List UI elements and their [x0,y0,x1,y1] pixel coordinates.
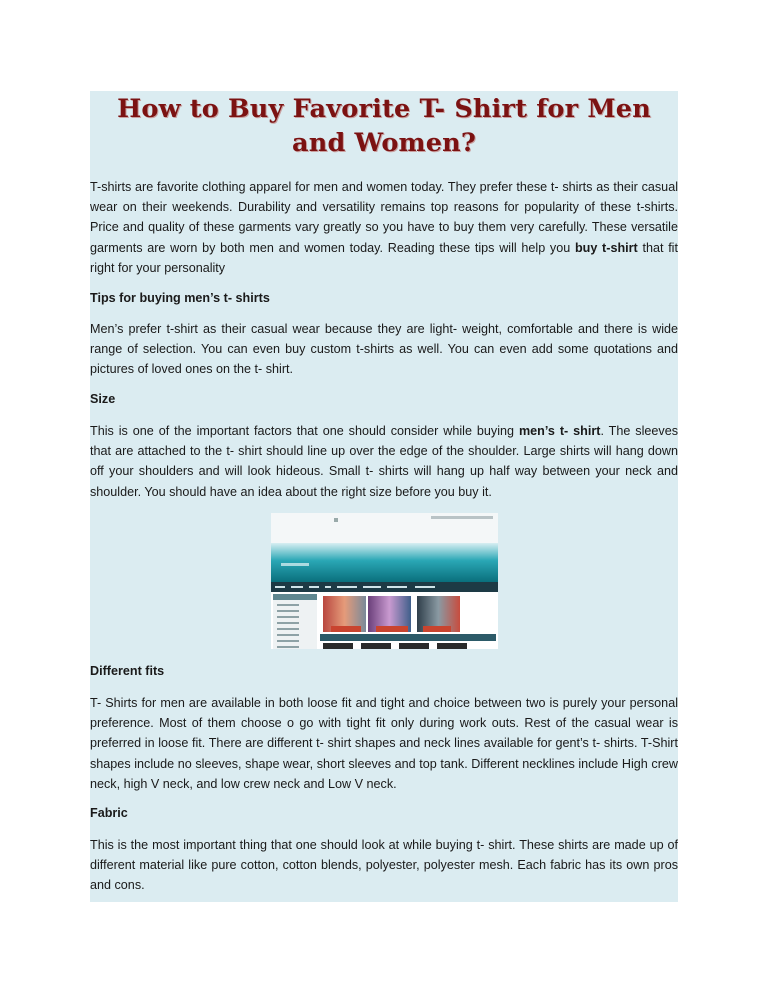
size-heading: Size [90,392,116,406]
intro-tail: that fit right for your personality [90,240,678,275]
fits-paragraph: T- Shirts for men are available in both loose fit and tight and choice between two is purely your personal preference. Most of them choose o go with tight fit only during work outs. Rest of the casual wear is preferred in loose fit. There are different t- shirt shapes and neck lines available for gent’s t- shirts. T-Shirt shapes include no sleeves, shape wear, short sleeves and top tank. Different necklines include High crew neck, high V neck, and low crew neck and Low V neck. [90,696,678,791]
tips-paragraph: Men’s prefer t-shirt as their casual wear because they are light- weight, comfortable and there is wide range of selection. You can even buy custom t-shirts as well. You can even add some quotations and pictures of loved ones on the t- shirt. [90,322,678,377]
fabric-paragraph: This is the most important thing that one should look at while buying t- shirt. These shirts are made up of different material like pure cotton, cotton blends, polyester, polyester mesh. Each fabric has its own pros and cons. [90,838,678,893]
fabric-heading: Fabric [90,806,128,820]
document-page [90,91,678,902]
intro-paragraph [90,177,678,278]
size-text: This is one of the important factors that one should consider while buying [90,424,519,438]
intro-text: T-shirts are favorite clothing apparel for men and women today. They prefer these t- shirts as their casual wear on their weekends. Durability and versatility remains top reasons for popularity of these t-shirts. Price and quality of these garments vary greatly so you have to buy them very carefully. These versatile garments are worn by both men and women today. Reading these tips will help you [90,180,678,255]
intro-bold-link: buy t-shirt [574,240,638,255]
tips-heading: Tips for buying men’s t- shirts [90,291,270,305]
page-title: How to Buy Favorite T- Shirt for Men and Women? [117,94,651,158]
fits-heading: Different fits [90,664,165,678]
size-bold-link: men’s t- shirt [518,424,601,438]
website-screenshot-image [271,513,498,649]
size-paragraph [90,421,678,502]
size-tail: . The sleeves that are attached to the t- shirt should line up over the edge of the shoulder. Large shirts will hang down off your shoulders and will look hideous. Small t- shirts will hang up half way between your neck and shoulder. You should have an idea about the right size before you buy it. [90,424,679,499]
